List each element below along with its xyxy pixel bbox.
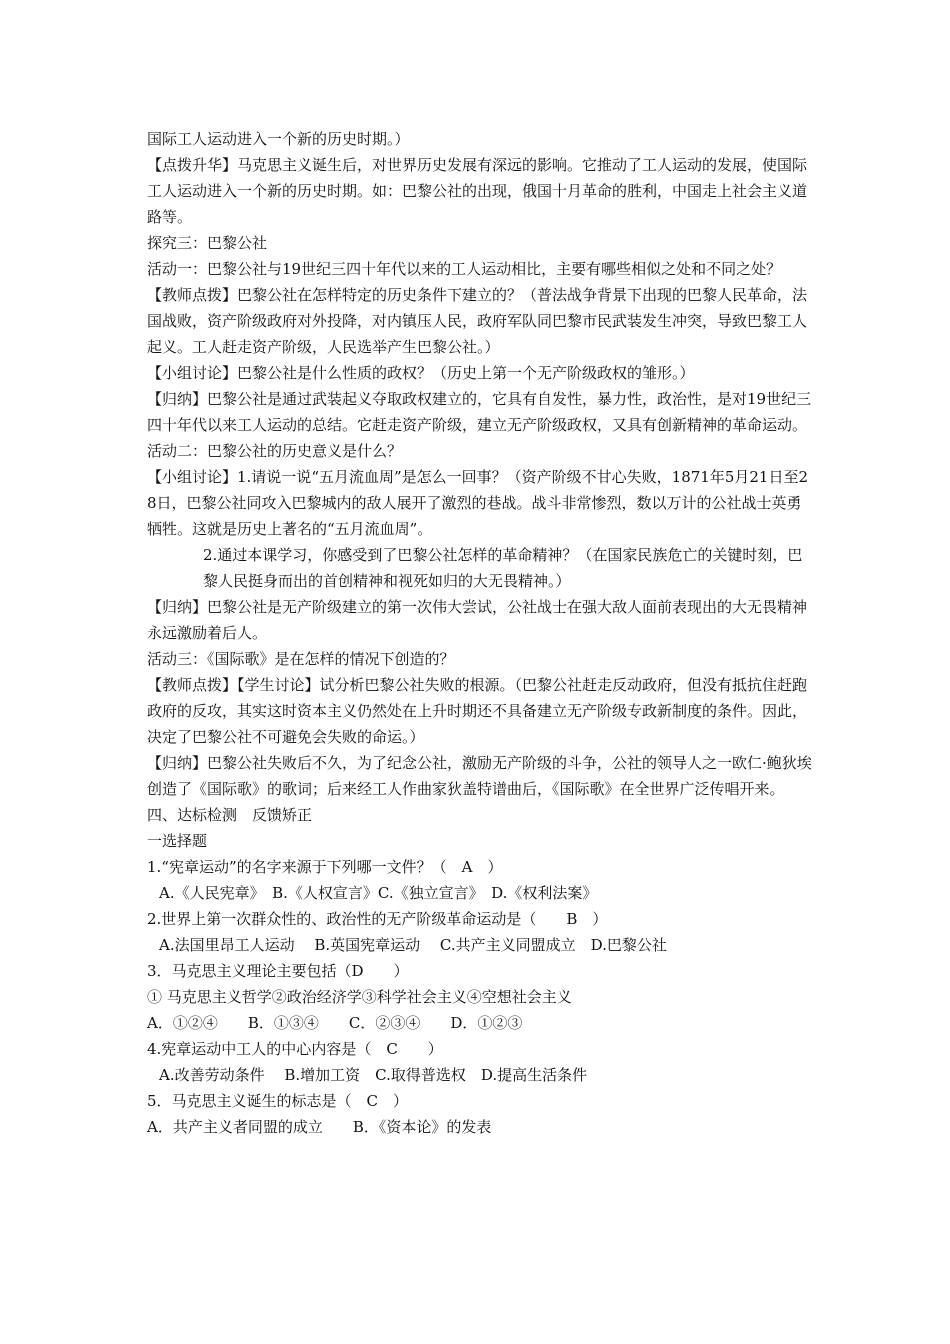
question-1: 1.“宪章运动”的名字来源于下列哪一文件？（ A ） [147, 858, 503, 876]
question-4-options: A.改善劳动条件 B.增加工资 C.取得普选权 D.提高生活条件 [159, 1066, 588, 1084]
question-2: 2.世界上第一次群众性的、政治性的无产阶级革命运动是（ B ） [147, 910, 608, 928]
section-heading-assessment: 四、达标检测 反馈矫正 [147, 806, 313, 824]
paragraph-summary-2: 【归纳】巴黎公社是无产阶级建立的第一次伟大尝试，公社战士在强大敌人面前表现出的大无畏精神永远激励着后人。 [147, 598, 808, 642]
question-3-statements: ① 马克思主义哲学②政治经济学③科学社会主义④空想社会主义 [147, 988, 572, 1006]
question-2-options: A.法国里昂工人运动 B.英国宪章运动 C.共产主义同盟成立 D.巴黎公社 [159, 936, 667, 954]
paragraph-teacher-student: 【教师点拨】【学生讨论】试分析巴黎公社失败的根源。（巴黎公社赶走反动政府，但没有抵抗住赶跑政府的反攻，其实这时资本主义仍然处在上升时期还不具备建立无产阶级专政新制度的条件。因此，决定了巴黎公社不可避免会失败的命运。） [147, 676, 808, 746]
question-5: 5．马克思主义诞生的标志是（ C ） [147, 1092, 409, 1110]
question-3: 3．马克思主义理论主要包括（D ） [147, 962, 409, 980]
paragraph-key-point: 【点拨升华】马克思主义诞生后，对世界历史发展有深远的影响。它推动了工人运动的发展，使国际工人运动进入一个新的历史时期。如：巴黎公社的出现，俄国十月革命的胜利，中国走上社会主义道路等。 [147, 156, 808, 226]
question-3-options: A．①②④ B．①③④ C．②③④ D．①②③ [147, 1014, 523, 1032]
question-4: 4.宪章运动中工人的中心内容是（ C ） [147, 1040, 443, 1058]
section-heading-inquiry-three: 探究三：巴黎公社 [147, 234, 268, 252]
paragraph-summary-3: 【归纳】巴黎公社失败后不久，为了纪念公社，激励无产阶级的斗争，公社的领导人之一欧仁·鲍狄埃创造了《国际歌》的歌词；后来经工人作曲家狄盖特谱曲后，《国际歌》在全世界广泛传唱开来。 [147, 754, 812, 798]
paragraph-group-discussion-2: 【小组讨论】1.请说一说“五月流血周”是怎么一回事？（资产阶级不甘心失败，1871年5月21日至28日，巴黎公社同攻入巴黎城内的敌人展开了激烈的巷战。战斗非常惨烈，数以万计的公社战士英勇牺牲。这就是历史上著名的“五月流血周”。 [147, 468, 809, 538]
paragraph-teacher-tip: 【教师点拨】巴黎公社在怎样特定的历史条件下建立的？（普法战争背景下出现的巴黎人民革命，法国战败，资产阶级政府对外投降，对内镇压人民，政府军队同巴黎市民武装发生冲突，导致巴黎工人起义。工人赶走资产阶级，人民选举产生巴黎公社。） [147, 286, 808, 356]
question-5-options: A．共产主义者同盟的成立 B．《资本论》的发表 [147, 1118, 492, 1136]
document-body [147, 126, 812, 1140]
paragraph-summary: 【归纳】巴黎公社是通过武装起义夺取政权建立的，它具有自发性，暴力性，政治性，是对19世纪三四十年代以来工人运动的总结。它赶走资产阶级，建立无产阶级政权，又具有创新精神的革命运动。 [147, 390, 812, 434]
section-heading-choice: 一选择题 [147, 832, 208, 850]
question-1-options: A.《人民宪章》 B.《人权宣言》C.《独立宣言》 D.《权利法案》 [159, 884, 598, 902]
paragraph-continued: 国际工人运动进入一个新的历史时期。） [147, 130, 410, 148]
paragraph-question-two: 2.通过本课学习，你感受到了巴黎公社怎样的革命精神？（在国家民族危亡的关键时刻，巴黎人民挺身而出的首创精神和视死如归的大无畏精神。） [203, 546, 803, 590]
paragraph-activity-three: 活动三：《国际歌》是在怎样的情况下创造的？ [147, 650, 455, 668]
paragraph-activity-one: 活动一：巴黎公社与19世纪三四十年代以来的工人运动相比，主要有哪些相似之处和不同之处？ [147, 260, 782, 278]
paragraph-group-discussion: 【小组讨论】巴黎公社是什么性质的政权？（历史上第一个无产阶级政权的雏形。） [147, 364, 695, 382]
paragraph-activity-two: 活动二：巴黎公社的历史意义是什么？ [147, 442, 403, 460]
